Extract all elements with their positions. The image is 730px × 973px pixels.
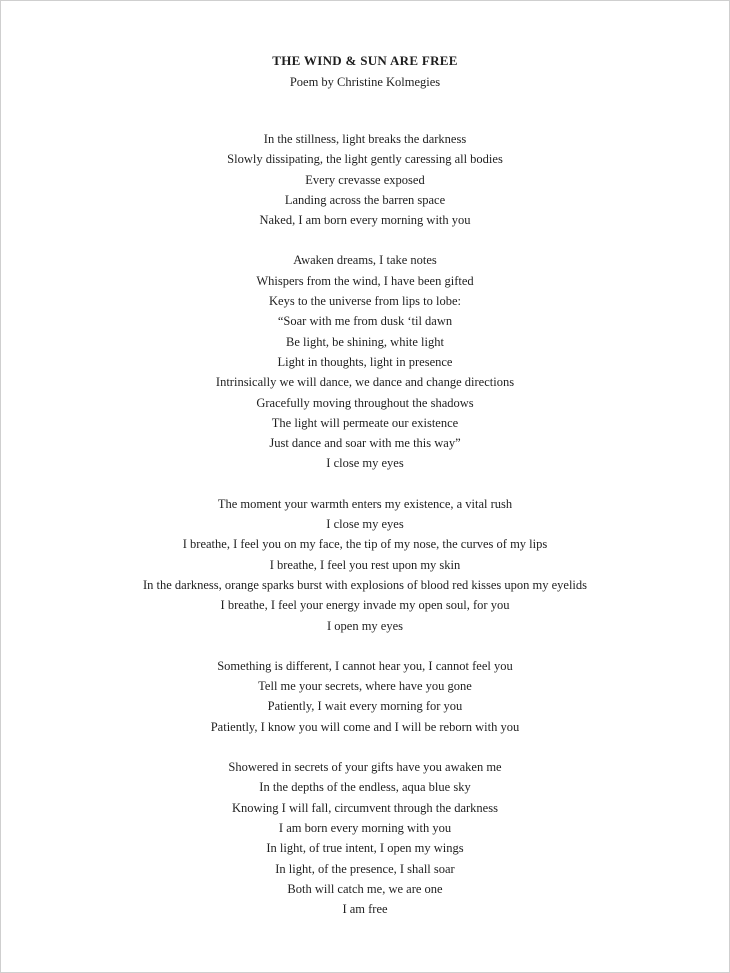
poem-line: The light will permeate our existence (271, 415, 459, 430)
poem-line: Just dance and soar with me this way” (269, 436, 461, 451)
poem-line: Light in thoughts, light in presence (277, 354, 453, 369)
stanza-5 (1, 757, 729, 919)
poem-line: Patiently, I know you will come and I will be reborn with you (210, 719, 520, 734)
poem-line: I close my eyes (326, 456, 404, 471)
stanza-3 (1, 494, 729, 636)
poem-line: I am born every morning with you (278, 820, 452, 835)
poem-line: “Soar with me from dusk ‘til dawn (277, 314, 453, 329)
poem-line: The moment your warmth enters my existence, a vital rush (217, 496, 513, 511)
poem-body (1, 129, 729, 939)
poem-line: Keys to the universe from lips to lobe: (269, 294, 461, 309)
poem-title: THE WIND & SUN ARE FREE (272, 53, 458, 68)
poem-line: I close my eyes (326, 517, 404, 532)
poem-line: Patiently, I wait every morning for you (267, 699, 463, 714)
poem-line: I breathe, I feel you rest upon my skin (269, 557, 461, 572)
stanza-1 (1, 129, 729, 230)
poem-line: Showered in secrets of your gifts have you awaken me (228, 760, 502, 775)
poem-line: Tell me your secrets, where have you gone (258, 679, 472, 694)
poem-line: I open my eyes (326, 618, 404, 633)
poem-line: Slowly dissipating, the light gently caressing all bodies (227, 152, 503, 167)
poem-line: Landing across the barren space (284, 192, 446, 207)
poem-line: Gracefully moving throughout the shadows (256, 395, 474, 410)
poem-line: I breathe, I feel your energy invade my open soul, for you (220, 598, 510, 613)
poem-line: Knowing I will fall, circumvent through the darkness (232, 800, 498, 815)
poem-line: In the stillness, light breaks the darkness (263, 132, 467, 146)
poem-line: Awaken dreams, I take notes (293, 253, 437, 268)
poem-line: In light, of the presence, I shall soar (275, 861, 455, 876)
poem-line: In the depths of the endless, aqua blue sky (259, 780, 471, 795)
poem-line: In the darkness, orange sparks burst with explosions of blood red kisses upon my eyelids (142, 577, 588, 592)
poem-line: Naked, I am born every morning with you (259, 213, 471, 228)
poem-line: Intrinsically we will dance, we dance and change directions (215, 375, 515, 390)
poem-line: I am free (342, 902, 388, 917)
poem-line: Be light, be shining, white light (286, 334, 444, 349)
poem-line: Whispers from the wind, I have been gifted (256, 273, 474, 288)
poem-line: In light, of true intent, I open my wings (266, 841, 464, 856)
stanza-2 (1, 250, 729, 473)
poem-line: Every crevasse exposed (305, 172, 425, 187)
poem-author: Poem by Christine Kolmegies (289, 75, 441, 89)
stanza-4 (1, 656, 729, 737)
poem-line: I breathe, I feel you on my face, the tip of my nose, the curves of my lips (182, 537, 548, 552)
poem-line: Something is different, I cannot hear you, I cannot feel you (217, 658, 513, 673)
poem-line: Both will catch me, we are one (287, 881, 443, 896)
